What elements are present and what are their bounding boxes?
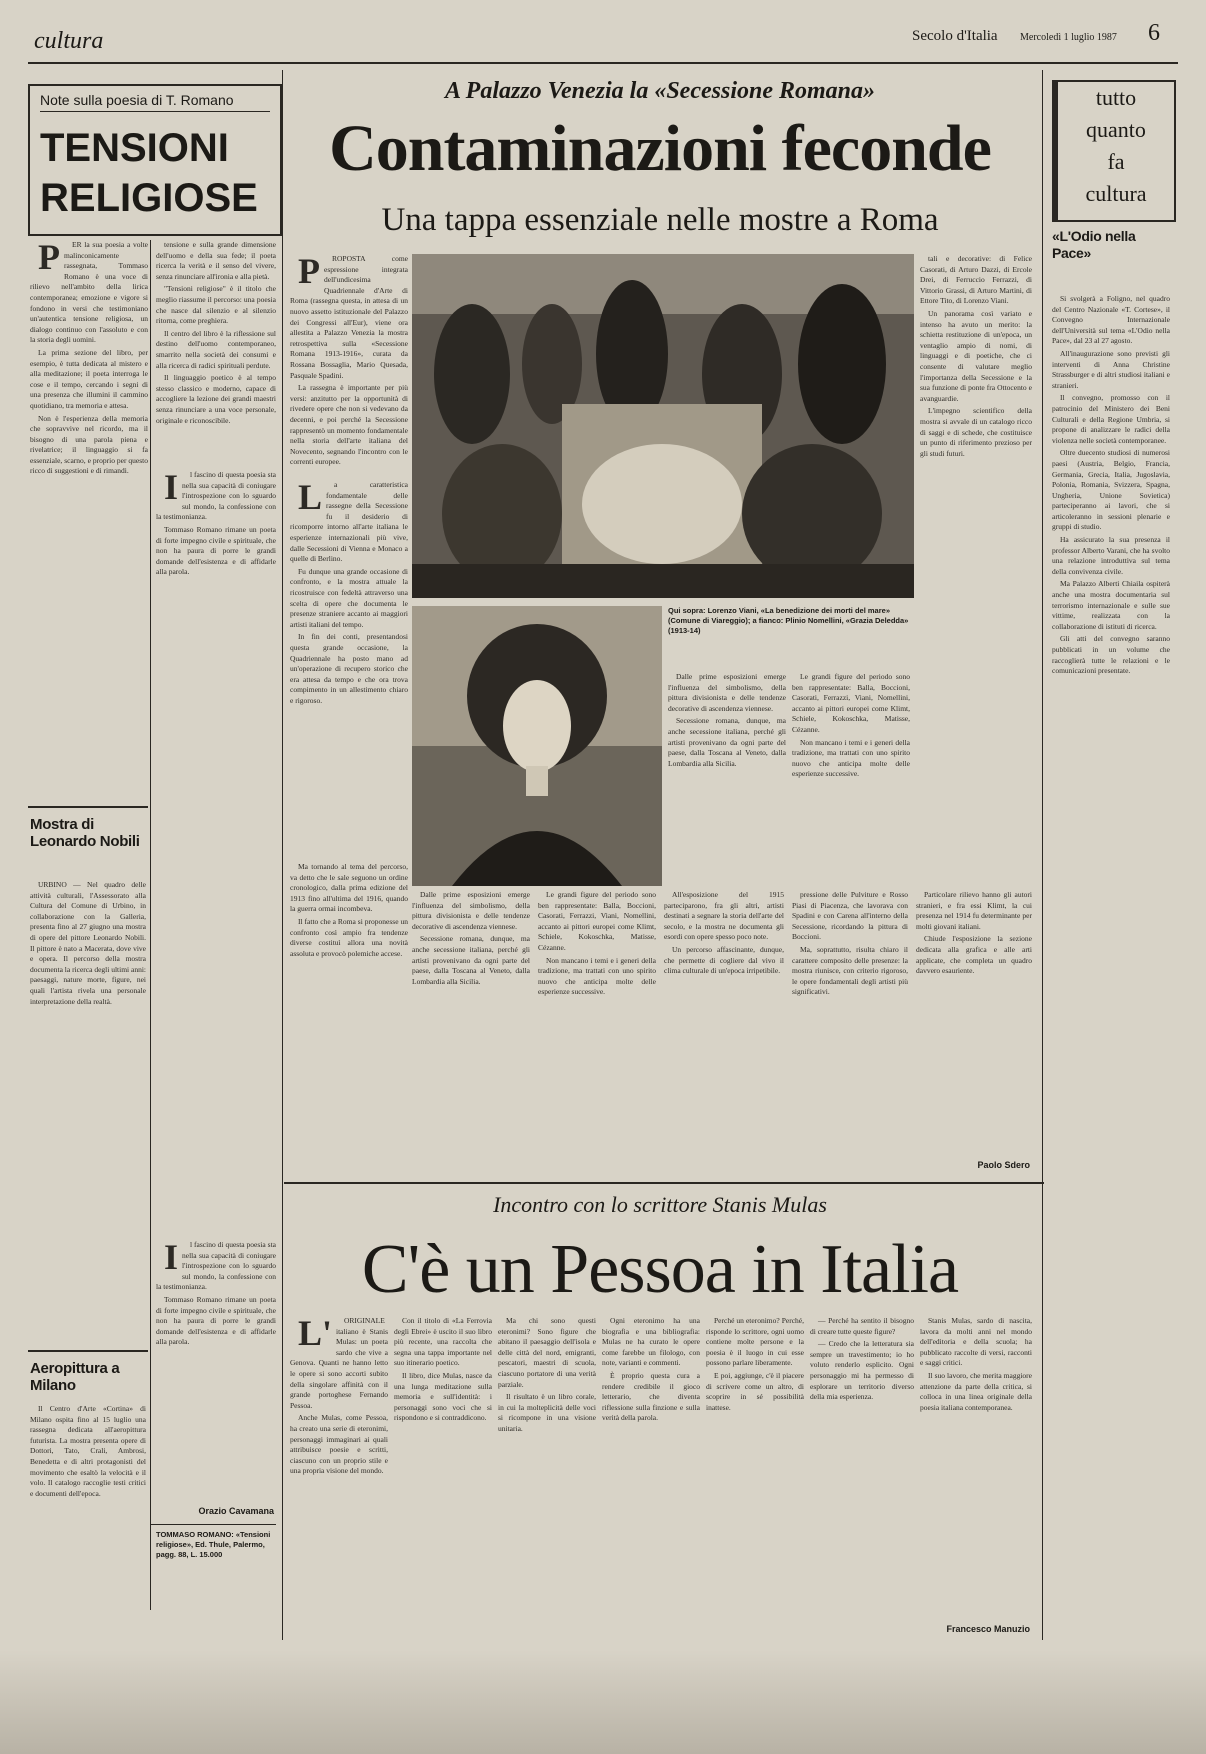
column-rule: [282, 70, 283, 1640]
paragraph: Dalle prime esposizioni emerge l'influenza del simbolismo, della pittura divisionista e delle tendenze decorative di ascendenza viennese.: [668, 672, 786, 713]
paragraph: Secessione romana, dunque, ma anche secessione italiana, perché gli artisti provenivano da ogni parte del paese, dalla Toscana al Veneto, dalla Lombardia alla Sicilia.: [668, 716, 786, 768]
paragraph: La caratteristica fondamentale delle rassegne della Secessione fu il desiderio di ricomporre intorno all'arte italiana le esperienze internazionali più vive, dalle Secessioni di Vienna e Monaco a quelle di Berlino.: [290, 477, 408, 564]
paragraph: Il fascino di questa poesia sta nella sua capacità di coniugare l'introspezione con lo sguardo sul mondo, la confessione con la testimonianza.: [156, 1237, 276, 1292]
paragraph: tensione e sulla grande dimensione dell'uomo e della sua fede; il poeta ricerca la verità e il senso del vivere, senza rinunciare all'ironia e alla pietà.: [156, 240, 276, 281]
paragraph: Il linguaggio poetico è al tempo stesso classico e moderno, capace di accogliere la lezione dei grandi maestri senza rinunciare a una voce personale, originale e riconoscibile.: [156, 373, 276, 425]
painting-nomellini: [412, 606, 662, 886]
second-article-col-2: [394, 1316, 492, 1646]
second-article-kicker: Incontro con lo scrittore Stanis Mulas: [493, 1192, 827, 1217]
column-rule: [1042, 70, 1043, 1640]
paragraph: La rassegna è importante per più versi: anzitutto per la opportunità di rivedere opere che non si vedevano da decenni, e poi perché la Secessione rappresentò un momento fondamentale nella storia dell'arte italiana del Novecento, segnando l'incontro con le correnti europee.: [290, 383, 408, 467]
main-article-subtitle: Una tappa essenziale nelle mostre a Roma: [381, 202, 939, 238]
paragraph: Il convegno, promosso con il patrocinio del Ministero dei Beni Culturali e della Regione Umbria, si propone di analizzare le radici della violenza nelle società contemporanee.: [1052, 393, 1170, 445]
paragraph: Un panorama così variato e intenso ha avuto un merito: la schietta restituzione di un'epoca, un ventaglio ampio di nomi, di linguaggi e di poetiche, che ci consente di valutare meglio l'importanza della Secessione e la sua funzione di ponte fra Ottocento e avanguardie.: [920, 308, 1032, 403]
book-reference: TOMMASO ROMANO: «Tensioni religiose», Ed. Thule, Palermo, pagg. 88, L. 15.000: [156, 1530, 271, 1559]
page-bottom-margin: [0, 1650, 1206, 1754]
second-article-col-7: [920, 1316, 1032, 1626]
main-article-col-d0: [792, 672, 910, 886]
divider: [284, 1182, 1044, 1184]
main-article-title: Contaminazioni feconde: [329, 112, 991, 185]
paragraph: Oltre duecento studiosi di numerosi paesi (Austria, Belgio, Francia, Germania, Grecia, Italia, Jugoslavia, Polonia, Romania, Svizzera, Spagna, Ungheria, Unione Sovietica) parteciperanno ai lavori, che si articoleranno in sessioni plenarie e gruppi di studio.: [1052, 448, 1170, 532]
main-article-col-c0: [668, 672, 786, 886]
paragraph: PROPOSTA come espressione integrata dell'undicesima Quadriennale d'Arte di Roma (rassegna questa, in attesa di un nuovo assetto istituzionale del Palazzo dei Congressi all'Eur), viene ora allestita a Palazzo Venezia la mostra retrospettiva sulla «Secessione Romana 1913-1916», curata da Rossana Bossaglia, Mario Quesada, Pasquale Spadini.: [290, 251, 408, 380]
paragraph: Secessione romana, dunque, ma anche secessione italiana, perché gli artisti provenivano da ogni parte del paese, dalla Toscana al Veneto, dalla Lombardia alla Sicilia.: [412, 934, 530, 986]
paragraph: Stanis Mulas, sardo di nascita, lavora da molti anni nel mondo dell'editoria e della scuola; ha pubblicato raccolte di versi, racconti e saggi critici.: [920, 1316, 1032, 1368]
painting-viani-image: [412, 254, 914, 598]
second-article-col-3: [498, 1316, 596, 1646]
main-article-col-d: [538, 890, 656, 1172]
paragraph: URBINO — Nel quadro delle attività culturali, l'Assessorato alla Cultura del Comune di Urbino, in collaborazione con la Galleria, presenta fino al 27 giugno una mostra di opere del pittore Leonardo Nobili. Il pittore è nato a Macerata, dove vive e opera. Il percorso della mostra documenta la ricerca degli ultimi anni: paesaggi, nature morte, figure, nei quali l'artista rivela una personale interpretazione della realtà.: [30, 880, 146, 1006]
second-article-col-1: [290, 1313, 388, 1646]
paragraph: pressione delle Pulviture e Rosso Piasi di Piacenza, che lavorava con Spadini e con Carena all'interno della Secessione, ricordando la pittura di Boccioni.: [792, 890, 908, 942]
paragraph: Non mancano i temi e i generi della tradizione, ma trattati con uno spirito nuovo che anticipa molte delle esperienze successive.: [538, 955, 656, 997]
box-line: tutto: [1095, 85, 1137, 110]
paragraph: Il libro, dice Mulas, nasce da una lunga meditazione sulla memoria e sull'identità: i personaggi sono voci che si rispondono e si contraddicono.: [394, 1370, 492, 1423]
header-rule: [28, 62, 1178, 64]
divider: [28, 806, 148, 808]
paragraph: Ma, soprattutto, risulta chiaro il carattere composito delle presenze: la mostra riunisce, con criterio rigoroso, le opere fondamentali degli artisti più significativi.: [792, 944, 908, 997]
main-article-col-e: [664, 890, 784, 1172]
page-number: 6: [1148, 20, 1160, 46]
paragraph: Il Centro d'Arte «Cortina» di Milano ospita fino al 15 luglio una rassegna dedicata all'aeropittura futurista. La mostra presenta opere di Dottori, Tato, Crali, Ambrosi, Benedetta e di altri protagonisti del movimento che esaltò la velocità e il volo. Il catalogo raccoglie testi critici e documenti dell'epoca.: [30, 1404, 146, 1498]
painting-viani: [412, 254, 914, 598]
paragraph: Tommaso Romano rimane un poeta di forte impegno civile e spirituale, che non ha paura di porre le grandi domande dell'esistenza e di affidarle alla parola.: [156, 524, 276, 577]
box-line: fa: [1107, 149, 1125, 174]
paragraph: Anche Mulas, come Pessoa, ha creato una serie di eteronimi, personaggi immaginari ai quali attribuisce poesie e scritti, ciascuno con un proprio stile e una propria visione del mondo.: [290, 1413, 388, 1476]
paragraph: Il risultato è un libro corale, in cui la molteplicità delle voci si ricompone in una visione unitaria.: [498, 1392, 596, 1433]
left-article-byline: Orazio Cavamana: [198, 1506, 274, 1516]
paragraph: PER la sua poesia a volte malinconicamente rassegnata, Tommaso Romano è una voce di rilievo nell'ambito della lirica contemporanea; emozione e vigore si fondono in versi che testimoniano un'autentica tensione religiosa, un dialogo continuo con l'assoluto e con la storia degli uomini.: [30, 237, 148, 345]
divider: [150, 1524, 276, 1525]
second-article-col-4: [602, 1316, 700, 1646]
paragraph: E poi, aggiunge, c'è il piacere di scrivere come un altro, di scoprire in sé possibilità inattese.: [706, 1370, 804, 1412]
paragraph: — Credo che la letteratura sia sempre un travestimento; io ho voluto renderlo esplicito. Ogni personaggio mi ha permesso di esplorare un territorio diverso della mia esperienza.: [810, 1339, 914, 1402]
paragraph: L'impegno scientifico della mostra si avvale di un catalogo ricco di saggi e di schede, che costituisce un punto di riferimento prezioso per gli studi futuri.: [920, 406, 1032, 458]
brief-body-leonardo-nobili: [30, 880, 146, 1340]
paragraph: Il fatto che a Roma si proponesse un confronto così ampio fra tendenze diverse costituì allora una novità assoluta e provocò polemiche accese.: [290, 916, 408, 958]
main-article-col-c: [412, 890, 530, 1172]
paragraph: Con il titolo di «La Ferrovia degli Ebrei» è uscito il suo libro più recente, una raccolta che segna una tappa importante nel suo itinerario poetico.: [394, 1316, 492, 1368]
paragraph: Le grandi figure del periodo sono ben rappresentate: Balla, Boccioni, Casorati, Ferrazzi, Viani, Nomellini, accanto ai pittori europei come Klimt, Schiele, Kokoschka, Matisse, Cézanne.: [538, 890, 656, 952]
paragraph: Chiude l'esposizione la sezione dedicata alla grafica e alle arti applicate, che completa un quadro davvero esauriente.: [916, 934, 1032, 976]
second-article-title: C'è un Pessoa in Italia: [361, 1231, 959, 1308]
left-article-title-2: RELIGIOSE: [40, 176, 258, 220]
brief-title-leonardo-nobili: Mostra di Leonardo Nobili: [30, 816, 140, 850]
paragraph: L'ORIGINALE italiano è Stanis Mulas: un poeta sardo che vive a Genova. Quanti ne hanno letto le opere si sono accorti subito della singolare affinità con il grande portoghese Fernando Pessoa.: [290, 1313, 388, 1410]
paragraph: Il suo lavoro, che merita maggiore attenzione da parte della critica, si colloca in una linea originale della poesia italiana contemporanea.: [920, 1370, 1032, 1412]
left-article-col1: [30, 237, 148, 805]
paragraph: È proprio questa cura a rendere credibile il gioco letterario, che diventa riflessione sulla finzione e sulla verità della parola.: [602, 1370, 700, 1423]
main-article-col-f: [920, 254, 1032, 888]
left-article-title-1: TENSIONI: [40, 126, 229, 170]
left-article-col2c: [156, 1237, 276, 1460]
paragraph: tali e decorative: di Felice Casorati, di Arturo Dazzi, di Ercole Drei, di Ferruccio Ferrazzi, di Vittorio Grassi, di Arturo Martini, di Ettore Tito, di Lorenzo Viani.: [920, 254, 1032, 306]
image-caption: Qui sopra: Lorenzo Viani, «La benedizione dei morti del mare» (Comune di Viareggio); a fianco: Plinio Nomellini, «Grazia Deledda» (1913-14): [668, 606, 909, 635]
paragraph: Ma chi sono questi eteronimi? Sono figure che abitano il paesaggio dell'isola e delle città del nord, emigranti, pescatori, maestri di scuola, ciascuno portatore di una verità parziale.: [498, 1316, 596, 1389]
right-column-title: «L'Odio nella Pace»: [1052, 228, 1136, 261]
paragraph: Un percorso affascinante, dunque, che permette di cogliere dal vivo il clima culturale di un'epoca irripetibile.: [664, 944, 784, 976]
paragraph: Ogni eteronimo ha una biografia e una bibliografia: Mulas ne ha curato le opere come farebbe un filologo, con note, varianti e commenti.: [602, 1316, 700, 1368]
box-line: quanto: [1086, 117, 1146, 142]
newspaper-name: Secolo d'Italia: [912, 28, 998, 44]
paragraph: Il fascino di questa poesia sta nella sua capacità di coniugare l'introspezione con lo sguardo sul mondo, la confessione con la testimonianza.: [156, 467, 276, 522]
left-article-col2b: [156, 467, 276, 1030]
paragraph: Ha assicurato la sua presenza il professor Alberto Varani, che ha svolto una relazione introduttiva sul tema della convivenza civile.: [1052, 535, 1170, 576]
divider: [28, 1350, 148, 1352]
main-article-col-a: [290, 251, 408, 467]
paragraph: Ma Palazzo Alberti Chiaila ospiterà anche una mostra documentaria sul terrorismo internazionale e sulle sue vittime, realizzata con la collaborazione di istituti di ricerca.: [1052, 579, 1170, 631]
brief-title-aeropittura: Aeropittura a Milano: [30, 1360, 120, 1394]
issue-date: Mercoledì 1 luglio 1987: [1020, 32, 1117, 43]
second-article-byline: Francesco Manuzio: [946, 1624, 1030, 1634]
paragraph: Le grandi figure del periodo sono ben rappresentate: Balla, Boccioni, Casorati, Ferrazzi, Viani, Nomellini, accanto ai pittori europei come Klimt, Schiele, Kokoschka, Matisse, Cézanne.: [792, 672, 910, 734]
paragraph: Perché un eteronimo? Perché, risponde lo scrittore, ogni uomo contiene molte persone e la poesia è il luogo in cui esse possono parlare liberamente.: [706, 1316, 804, 1368]
brief-body-aeropittura: [30, 1404, 146, 1644]
main-article-col-b2: [290, 862, 408, 1162]
box-line: cultura: [1085, 181, 1147, 206]
paragraph: All'inaugurazione sono previsti gli interventi di Anna Christine Strassburger e di altri studiosi italiani e stranieri.: [1052, 348, 1170, 390]
painting-nomellini-image: [412, 606, 662, 886]
right-column-body: [1052, 294, 1170, 1634]
column-rule: [150, 240, 151, 1610]
tutto-quanto-fa-cultura-box: [1052, 80, 1176, 222]
paragraph: Gli atti del convegno saranno pubblicati in un volume che raccoglierà tutte le relazioni e le comunicazioni presentate.: [1052, 634, 1170, 676]
second-article-col-6: [810, 1316, 914, 1646]
paragraph: Fu dunque una grande occasione di confronto, e la mostra attuale la ricostruisce con fedeltà attraverso una scelta di opere che documenta le presenze straniere accanto ai maggiori artisti italiani del tempo.: [290, 566, 408, 629]
paragraph: Ma tornando al tema del percorso, va detto che le sale seguono un ordine cronologico, dalla prima edizione del 1913 fino all'ultima del 1916, quando la guerra ormai incombeva.: [290, 862, 408, 914]
section-label: cultura: [34, 28, 104, 54]
paragraph: Dalle prime esposizioni emerge l'influenza del simbolismo, della pittura divisionista e delle tendenze decorative di ascendenza viennese.: [412, 890, 530, 931]
paragraph: Si svolgerà a Foligno, nel quadro del Centro Nazionale «T. Cortese», il Convegno Internazionale dell'Università sul tema «L'Odio nella Pace», dal 23 al 27 agosto.: [1052, 294, 1170, 346]
main-article-col-g: [792, 890, 1032, 1158]
paragraph: Il centro del libro è la riflessione sul destino dell'uomo contemporaneo, smarrito nella società dei consumi e alla ricerca di radici spirituali perdute.: [156, 328, 276, 370]
main-article-byline: Paolo Sdero: [977, 1160, 1030, 1170]
paragraph: "Tensioni religiose" è il titolo che meglio riassume il percorso: una poesia che nasce dal silenzio e al silenzio ritorna, come preghiera.: [156, 284, 276, 326]
paragraph: All'esposizione del 1915 parteciparono, fra gli altri, artisti destinati a segnare la storia dell'arte del secolo, e la mostra ne documenta gli esordi con opere spesso poco note.: [664, 890, 784, 942]
second-article-col-5: [706, 1316, 804, 1646]
paragraph: In fin dei conti, presentandosi questa grande occasione, la Quadriennale ha posto mano ad un'operazione di recupero storico che era attesa da tempo e che ora trova compimento in un allestimento chiaro e rigoroso.: [290, 632, 408, 705]
left-article-col2: [156, 240, 276, 465]
paragraph: Particolare rilievo hanno gli autori stranieri, e fra essi Klimt, la cui presenza nel 1914 fu determinante per molti giovani italiani.: [916, 890, 1032, 931]
main-article-col-b: [290, 477, 408, 860]
left-article-kicker: Note sulla poesia di T. Romano: [40, 92, 270, 112]
paragraph: Non mancano i temi e i generi della tradizione, ma trattati con uno spirito nuovo che anticipa molte delle esperienze successive.: [792, 737, 910, 779]
main-article-kicker: A Palazzo Venezia la «Secessione Romana»: [444, 78, 876, 104]
paragraph: Non è l'esperienza della memoria che sopravvive nel ricordo, ma il bisogno di una parola piena e rivelatrice; il linguaggio si fa essenziale, scarno, e proprio per questo ricco di suggestioni e di rimandi.: [30, 413, 148, 476]
paragraph: Tommaso Romano rimane un poeta di forte impegno civile e spirituale, che non ha paura di porre le grandi domande dell'esistenza e di affidarle alla parola.: [156, 1294, 276, 1347]
paragraph: — Perché ha sentito il bisogno di creare tutte queste figure?: [810, 1316, 914, 1336]
paragraph: La prima sezione del libro, per esempio, è tutta dedicata al mistero e alla meditazione; il poeta interroga le cose e il tempo, cercando i segni di una presenza che illumini il cammino quotidiano, tra memoria e attesa.: [30, 347, 148, 410]
